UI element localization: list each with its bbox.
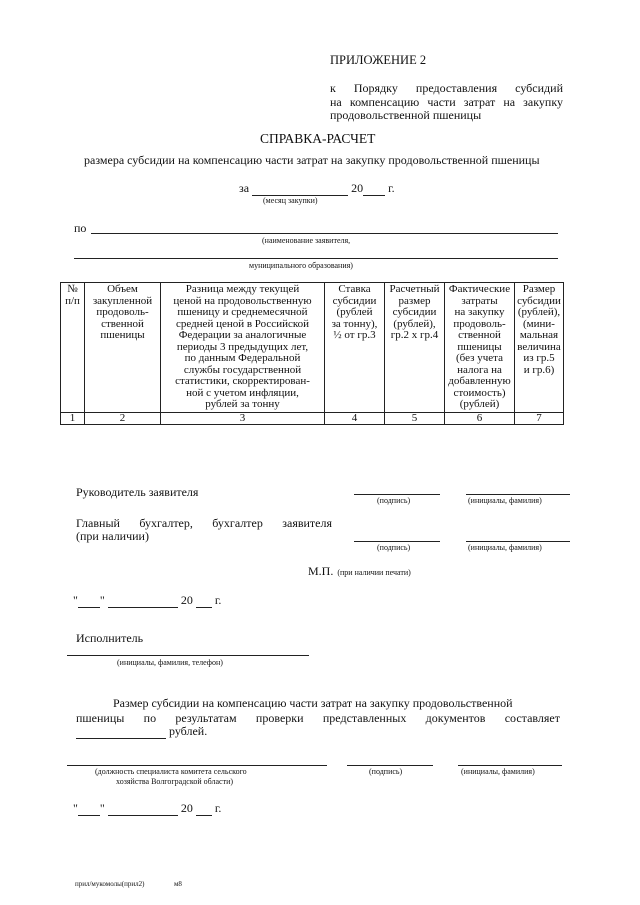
doc-title: СПРАВКА-РАСЧЕТ bbox=[260, 131, 376, 146]
chief-accountant-line-2: (при наличии) bbox=[76, 529, 149, 543]
period-month-blank[interactable] bbox=[252, 183, 348, 196]
specialist-signature-blank[interactable] bbox=[347, 765, 433, 766]
column-number: 6 bbox=[445, 412, 515, 425]
applicant-name-blank[interactable] bbox=[91, 233, 558, 234]
footer-code: м8 bbox=[174, 880, 182, 888]
seal-hint: (при наличии печати) bbox=[337, 568, 411, 577]
result-line-2: пшеницы по результатам проверки представленных документов составляет bbox=[76, 711, 560, 725]
applicant-hint-2: муниципального образования) bbox=[249, 261, 353, 270]
header-col-2: Объем закупленной продоволь- ственной пшеницы bbox=[85, 283, 161, 413]
applicant-hint-1: (наименование заявителя, bbox=[262, 236, 351, 245]
period-suffix: г. bbox=[388, 181, 395, 195]
period-line bbox=[239, 181, 395, 196]
period-hint: (месяц закупки) bbox=[263, 196, 318, 205]
date-month-blank[interactable] bbox=[108, 595, 178, 608]
header-col-5: Расчетный размер субсидии (рублей), гр.2 x гр.4 bbox=[385, 283, 445, 413]
period-prefix: за bbox=[239, 181, 250, 195]
initials-hint: (инициалы, фамилия) bbox=[468, 543, 542, 552]
calculation-table bbox=[60, 282, 564, 425]
column-number: 5 bbox=[385, 412, 445, 425]
column-number: 2 bbox=[85, 412, 161, 425]
head-initials-blank[interactable] bbox=[466, 494, 570, 495]
date-month-blank[interactable] bbox=[108, 803, 178, 816]
appendix-line-3: продовольственной пшеницы bbox=[330, 108, 482, 122]
column-number: 1 bbox=[61, 412, 85, 425]
doc-subtitle: размера субсидии на компенсацию части затрат на закупку продовольственной пшеницы bbox=[84, 153, 540, 167]
result-line-1: Размер субсидии на компенсацию части затрат на закупку продовольственной bbox=[113, 696, 513, 710]
specialist-hint-2: хозяйства Волгоградской области) bbox=[116, 777, 234, 786]
executor-blank[interactable] bbox=[67, 655, 309, 656]
appendix-line-2: на компенсацию части затрат на закупку bbox=[330, 95, 563, 109]
column-number: 7 bbox=[515, 412, 564, 425]
specialist-hint-1: (должность специалиста комитета сельского bbox=[95, 767, 247, 776]
header-col-7: Размер субсидии (рублей), (мини- мальная величина из гр.5 и гр.6) bbox=[515, 283, 564, 413]
header-col-3: Разница между текущей ценой на продовольственную пшеницу и среднемесячной средней ценой в Российской Федерации за аналогичные периоды 3 предыдущих лет, по данным Федеральной службы государственной статистики, скорректирован- ной с учетом инфляции, рублей за тонну bbox=[161, 283, 325, 413]
initials-hint: (инициалы, фамилия) bbox=[461, 767, 535, 776]
executor-hint: (инициалы, фамилия, телефон) bbox=[117, 658, 223, 667]
appendix-title: ПРИЛОЖЕНИЕ 2 bbox=[330, 53, 427, 67]
date-year-blank[interactable] bbox=[196, 803, 212, 816]
result-suffix: рублей. bbox=[169, 724, 208, 738]
seal-label: М.П. bbox=[308, 564, 334, 578]
date-line-2: " " 20 г. bbox=[73, 801, 222, 815]
table-column-number-row bbox=[61, 412, 564, 425]
header-col-1: № п/п bbox=[61, 283, 85, 413]
date-line-1: " " 20 г. bbox=[73, 593, 222, 607]
head-label: Руководитель заявителя bbox=[76, 485, 199, 499]
seal-line bbox=[308, 562, 411, 580]
signature-hint: (подпись) bbox=[369, 767, 403, 776]
accountant-initials-blank[interactable] bbox=[466, 541, 570, 542]
date-year-blank[interactable] bbox=[196, 595, 212, 608]
date-day-blank[interactable] bbox=[78, 803, 100, 816]
accountant-signature-blank[interactable] bbox=[354, 541, 440, 542]
column-number: 3 bbox=[161, 412, 325, 425]
specialist-initials-blank[interactable] bbox=[458, 765, 562, 766]
signature-hint: (подпись) bbox=[377, 496, 411, 505]
executor-label: Исполнитель bbox=[76, 631, 144, 645]
initials-hint: (инициалы, фамилия) bbox=[468, 496, 542, 505]
column-number: 4 bbox=[325, 412, 385, 425]
head-signature-blank[interactable] bbox=[354, 494, 440, 495]
date-day-blank[interactable] bbox=[78, 595, 100, 608]
footer-file: прил/мукомолы(прил2) bbox=[75, 880, 145, 888]
period-year-prefix: 20 bbox=[351, 181, 364, 195]
signature-hint: (подпись) bbox=[377, 543, 411, 552]
appendix-line-1: к Порядку предоставления субсидий bbox=[330, 81, 563, 95]
result-line-3 bbox=[76, 724, 207, 739]
specialist-position-blank[interactable] bbox=[67, 765, 327, 766]
header-col-4: Ставка субсидии (рублей за тонну), ½ от гр.3 bbox=[325, 283, 385, 413]
applicant-prefix: по bbox=[74, 221, 87, 235]
header-col-6: Фактические затраты на закупку продоволь- ственной пшеницы (без учета налога на добавленную стоимость) (рублей) bbox=[445, 283, 515, 413]
table-header-row bbox=[61, 283, 564, 413]
period-year-blank[interactable] bbox=[363, 183, 385, 196]
chief-accountant-line-1: Главный бухгалтер, бухгалтер заявителя bbox=[76, 516, 332, 530]
result-amount-blank[interactable] bbox=[76, 726, 166, 739]
municipality-blank[interactable] bbox=[74, 258, 558, 259]
